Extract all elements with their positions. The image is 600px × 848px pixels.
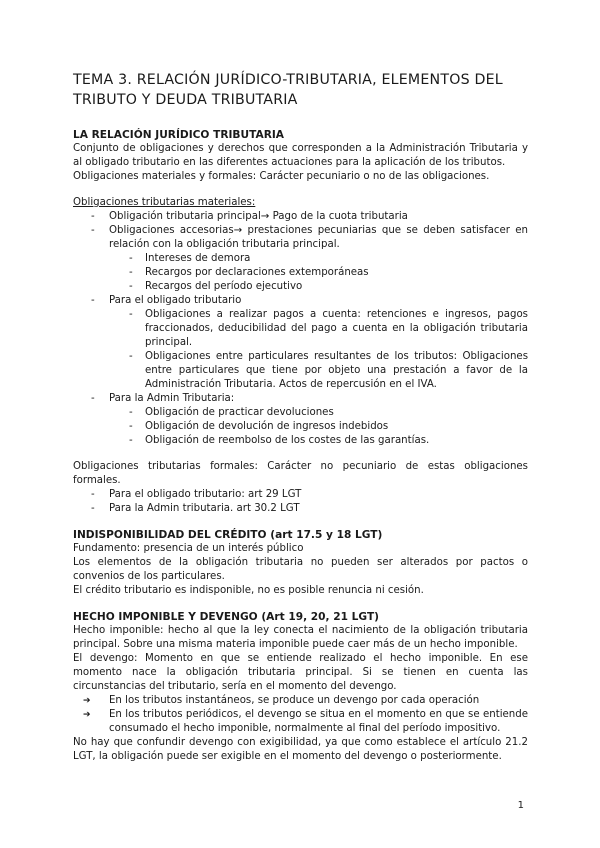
paragraph: Conjunto de obligaciones y derechos que corresponden a la Administración Tributaria y al obligado tributario en las diferentes actuaciones para la aplicación de los tributos.: [73, 143, 528, 168]
dash-marker: -: [91, 225, 95, 236]
sub-list-item: - Recargos del período ejecutivo: [129, 281, 303, 292]
dash-marker: -: [91, 295, 95, 306]
list-item: - Obligaciones accesorias→ prestaciones pecuniarias que se deben satisfacer en relación con la obligación tributaria principal.: [91, 225, 528, 250]
dash-marker: -: [129, 351, 133, 362]
list-item: - Para el obligado tributario: [91, 295, 242, 306]
paragraph: El devengo: Momento en que se entiende realizado el hecho imponible. En ese momento nace la obligación tributaria principal. Si se tienen en cuenta las circunstancias del tributario, sería en el momento del devengo.: [73, 653, 528, 692]
list-item: - Para la Admin tributaria. art 30.2 LGT: [91, 503, 300, 514]
section-heading-hecho-imponible: HECHO IMPONIBLE Y DEVENGO (Art 19, 20, 21 LGT): [73, 611, 380, 623]
dash-marker: -: [91, 489, 95, 500]
dash-marker: -: [91, 393, 95, 404]
sub-list-item: - Recargos por declaraciones extemporáneas: [129, 267, 369, 278]
dash-marker: -: [129, 309, 133, 320]
document-title: TEMA 3. RELACIÓN JURÍDICO-TRIBUTARIA, ELEMENTOS DEL TRIBUTO Y DEUDA TRIBUTARIA: [73, 72, 503, 108]
list-item: - Para el obligado tributario: art 29 LGT: [91, 489, 302, 500]
paragraph: El crédito tributario es indisponible, no es posible renuncia ni cesión.: [73, 585, 424, 596]
arrow-list-item: ➔ En los tributos periódicos, el devengo se situa en el momento en que se entiende consumado el hecho imponible, normalmente al final del período impositivo.: [83, 709, 528, 734]
sub-list-item: - Obligaciones entre particulares resultantes de los tributos: Obligaciones entre particulares que tiene por objeto una prestación a favor de la Administración Tributaria. Actos de repercusión en el IVA.: [129, 351, 528, 390]
dash-marker: -: [129, 421, 133, 432]
dash-marker: -: [91, 503, 95, 514]
paragraph: Fundamento: presencia de un interés público: [73, 543, 304, 554]
arrow-list-item: ➔ En los tributos instantáneos, se produce un devengo por cada operación: [83, 695, 480, 706]
paragraph: Los elementos de la obligación tributaria no pueden ser alterados por pactos o convenios de los particulares.: [73, 557, 528, 582]
dash-marker: -: [129, 267, 133, 278]
paragraph: Obligaciones materiales y formales: Carácter pecuniario o no de las obligaciones.: [73, 171, 490, 182]
document-page: [73, 70, 528, 764]
sub-list-item: - Obligación de reembolso de los costes de las garantías.: [129, 435, 430, 446]
dash-marker: -: [129, 253, 133, 264]
arrow-icon: ➔: [83, 710, 91, 720]
page-number: 1: [517, 800, 524, 811]
section-heading-indisponibilidad: INDISPONIBILIDAD DEL CRÉDITO (art 17.5 y 18 LGT): [73, 529, 383, 541]
arrow-icon: ➔: [83, 696, 91, 706]
list-item: - Obligación tributaria principal→ Pago de la cuota tributaria: [91, 211, 408, 222]
dash-marker: -: [129, 281, 133, 292]
subheading-materiales: Obligaciones tributarias materiales:: [73, 197, 256, 208]
devengo-list: [73, 694, 528, 736]
formales-list: [73, 488, 528, 516]
paragraph: No hay que confundir devengo con exigibilidad, ya que como establece el artículo 21.2 LGT, la obligación puede ser exigible en el momento del devengo o posteriormente.: [73, 737, 528, 762]
list-item: - Para la Admin Tributaria:: [91, 393, 235, 404]
sub-list-item: - Obligación de devolución de ingresos indebidos: [129, 421, 389, 432]
paragraph-formales: Obligaciones tributarias formales: Carácter no pecuniario de estas obligaciones formales.: [73, 461, 528, 486]
dash-marker: -: [91, 211, 95, 222]
dash-marker: -: [129, 435, 133, 446]
sub-list-item: - Obligación de practicar devoluciones: [129, 407, 334, 418]
materiales-list: [73, 210, 528, 448]
dash-marker: -: [129, 407, 133, 418]
paragraph: Hecho imponible: hecho al que la ley conecta el nacimiento de la obligación tributaria principal. Sobre una misma materia imponible puede caer más de un hecho imponible.: [73, 625, 528, 650]
sub-list-item: - Intereses de demora: [129, 253, 251, 264]
section-heading-relacion: LA RELACIÓN JURÍDICO TRIBUTARIA: [73, 129, 285, 141]
sub-list-item: - Obligaciones a realizar pagos a cuenta: retenciones e ingresos, pagos fraccionados, deducibilidad del pago a cuenta en la obligación tributaria principal.: [129, 309, 528, 348]
